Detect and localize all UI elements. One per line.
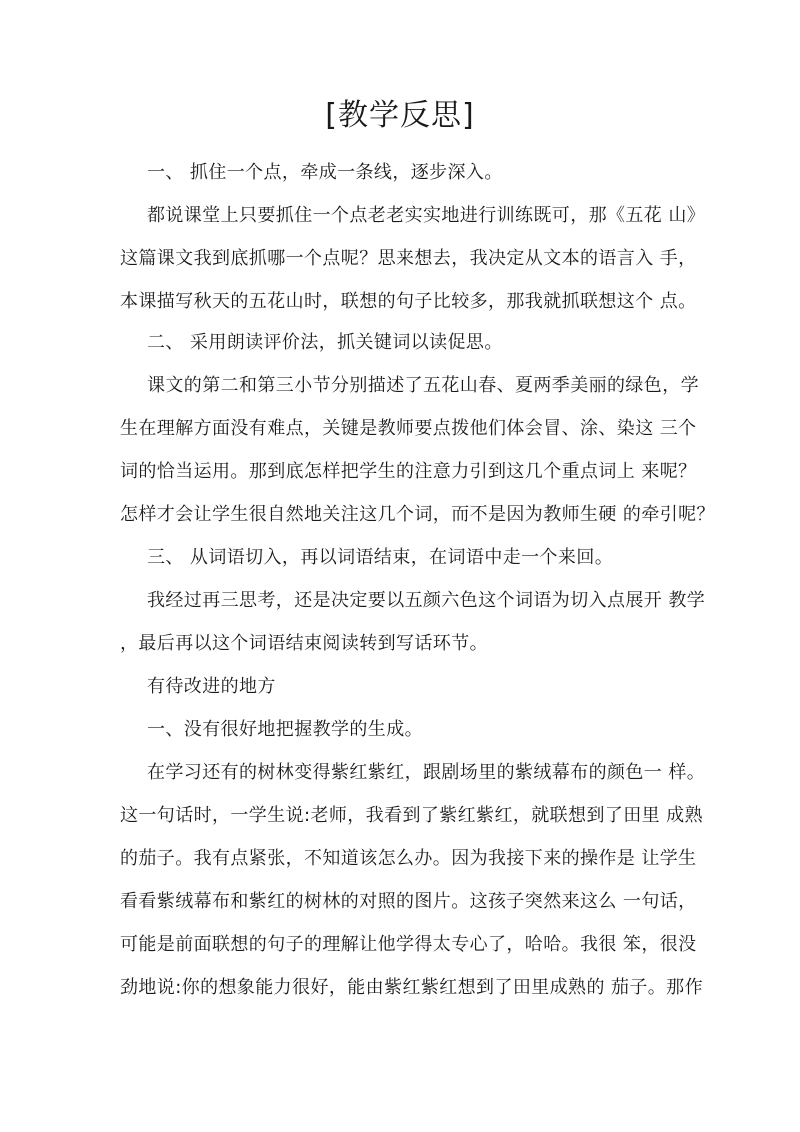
section-heading-1: 一、 抓住一个点，牵成一条线，逐步深入。 xyxy=(147,162,503,183)
paragraph-line: 的茄子。我有点紧张，不知道该怎么办。因为我接下来的操作是 让学生 xyxy=(120,848,697,869)
paragraph-line: 看看紫绒幕布和紫红的树林的对照的图片。这孩子突然来这么 一句话， xyxy=(120,891,697,912)
paragraph-line: 可能是前面联想的句子的理解让他学得太专心了，哈哈。我很 笨，很没 xyxy=(120,934,697,955)
paragraph-line: 劲地说:你的想象能力很好，能由紫红紫红想到了田里成熟的 茄子。那作 xyxy=(120,977,703,998)
paragraph-line: 这篇课文我到底抓哪一个点呢？思来想去，我决定从文本的语言入 手， xyxy=(120,248,697,269)
paragraph-line: 这一句话时，一学生说:老师，我看到了紫红紫红，就联想到了田里 成熟 xyxy=(120,805,703,826)
section-heading-4: 一、没有很好地把握教学的生成。 xyxy=(147,719,423,740)
paragraph-line: 我经过再三思考，还是决定要以五颜六色这个词语为切入点展开 教学 xyxy=(147,590,706,611)
section-heading-improvement: 有待改进的地方 xyxy=(147,676,276,697)
paragraph-line: 本课描写秋天的五花山时，联想的句子比较多，那我就抓联想这个 点。 xyxy=(120,291,697,312)
section-heading-3: 三、 从词语切入，再以词语结束，在词语中走一个来回。 xyxy=(147,547,614,568)
paragraph-line: 课文的第二和第三小节分别描述了五花山春、夏两季美丽的绿色，学 xyxy=(147,375,699,396)
section-heading-2: 二、 采用朗读评价法，抓关键词以读促思。 xyxy=(147,332,503,353)
paragraph-line: ，最后再以这个词语结束阅读转到写话环节。 xyxy=(120,633,488,654)
paragraph-line: 词的恰当运用。那到底怎样把学生的注意力引到这几个重点词上 来呢？ xyxy=(120,461,697,482)
paragraph-line: 都说课堂上只要抓住一个点老老实实地进行训练既可，那《五花 山》 xyxy=(147,205,706,226)
paragraph-line: 怎样才会让学生很自然地关注这几个词，而不是因为教师生硬 的牵引呢？ xyxy=(120,504,715,525)
paragraph-line: 在学习还有的树林变得紫红紫红，跟剧场里的紫绒幕布的颜色一 样。 xyxy=(147,762,706,783)
paragraph-line: 生在理解方面没有难点，关键是教师要点拨他们体会冒、涂、染这 三个 xyxy=(120,418,697,439)
page-title: [教学反思] xyxy=(325,98,475,133)
